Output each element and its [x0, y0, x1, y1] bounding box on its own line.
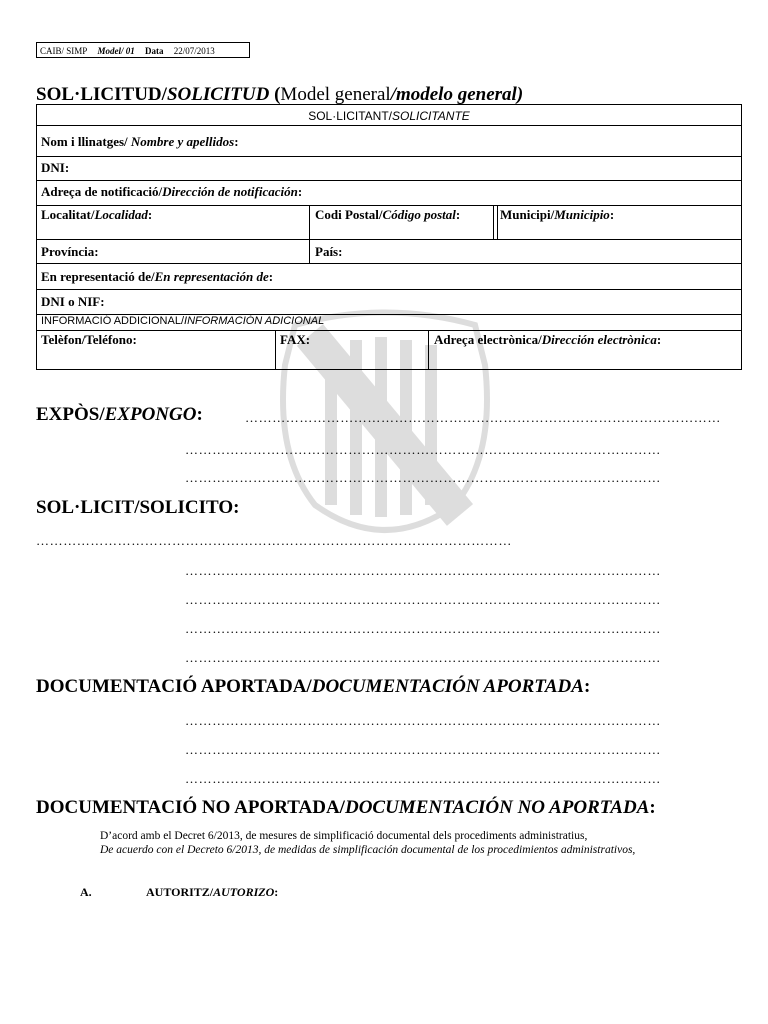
representation-field[interactable]: En representació de/En representación de: — [41, 269, 274, 284]
solicito-line-2[interactable]: …………………………………………………………………………………………… — [185, 563, 661, 578]
solicito-line-4[interactable]: …………………………………………………………………………………………… — [185, 621, 661, 636]
province-field[interactable]: Província: — [41, 244, 99, 259]
solicito-line-3[interactable]: …………………………………………………………………………………………… — [185, 592, 661, 607]
country-field[interactable]: País: — [315, 244, 343, 259]
name-field[interactable]: Nom i llinatges/ Nombre y apellidos: — [41, 134, 239, 149]
doc-date-label: Data — [145, 46, 164, 56]
dni-field[interactable]: DNI: — [41, 160, 70, 175]
doc-code: CAIB/ SIMP — [40, 46, 88, 56]
authorize-letter: A. — [80, 885, 92, 899]
fax-field[interactable]: FAX: — [280, 332, 311, 347]
expongo-line-1[interactable]: …………………………………………………………………………………………… — [245, 410, 721, 425]
locality-field[interactable]: Localitat/Localidad: — [41, 207, 153, 222]
additional-info-header: INFORMACIÓ ADDICIONAL/INFORMACIÓN ADICIONAL — [41, 315, 325, 327]
dni-nif-field[interactable]: DNI o NIF: — [41, 294, 105, 309]
page-title: SOL·LICITUD/SOLICITUD (Model general/modelo general) — [36, 84, 524, 105]
decree-text-catalan: D’acord amb el Decret 6/2013, de mesures de simplificació documental dels procediments administratius, — [100, 830, 588, 842]
email-field[interactable]: Adreça electrònica/Dirección electrònica: — [434, 332, 662, 347]
solicito-line-1[interactable]: …………………………………………………………………………………………… — [36, 533, 512, 548]
doc-date: 22/07/2013 — [173, 46, 215, 56]
solicito-line-5[interactable]: …………………………………………………………………………………………… — [185, 650, 661, 665]
postal-code-field[interactable]: Codi Postal/Código postal: — [315, 207, 461, 222]
doc-aportada-line-3[interactable]: …………………………………………………………………………………………… — [185, 771, 661, 786]
applicant-form — [36, 104, 742, 370]
decree-text-spanish: De acuerdo con el Decreto 6/2013, de medidas de simplificación documental de los procedimientos administrativos, — [100, 844, 636, 856]
expongo-line-3[interactable]: …………………………………………………………………………………………… — [185, 470, 661, 485]
document-code-box — [36, 42, 250, 58]
phone-field[interactable]: Telèfon/Teléfono: — [41, 332, 137, 347]
solicito-heading: SOL·LICIT/SOLICITO: — [36, 497, 240, 518]
doc-model: Model/ 01 — [97, 46, 135, 56]
address-field[interactable]: Adreça de notificació/Dirección de notificación: — [41, 184, 303, 199]
doc-no-aportada-heading: DOCUMENTACIÓ NO APORTADA/DOCUMENTACIÓN NO APORTADA: — [36, 797, 656, 818]
doc-aportada-line-2[interactable]: …………………………………………………………………………………………… — [185, 742, 661, 757]
expongo-heading: EXPÒS/EXPONGO: — [36, 404, 203, 425]
expongo-line-2[interactable]: …………………………………………………………………………………………… — [185, 442, 661, 457]
applicant-section-header: SOL·LICITANT/SOLICITANTE — [308, 109, 470, 123]
doc-aportada-heading: DOCUMENTACIÓ APORTADA/DOCUMENTACIÓN APORTADA: — [36, 676, 591, 697]
doc-aportada-line-1[interactable]: …………………………………………………………………………………………… — [185, 713, 661, 728]
authorize-label: AUTORITZ/AUTORIZO: — [146, 885, 279, 899]
municipality-field[interactable]: Municipi/Municipio: — [500, 207, 615, 222]
